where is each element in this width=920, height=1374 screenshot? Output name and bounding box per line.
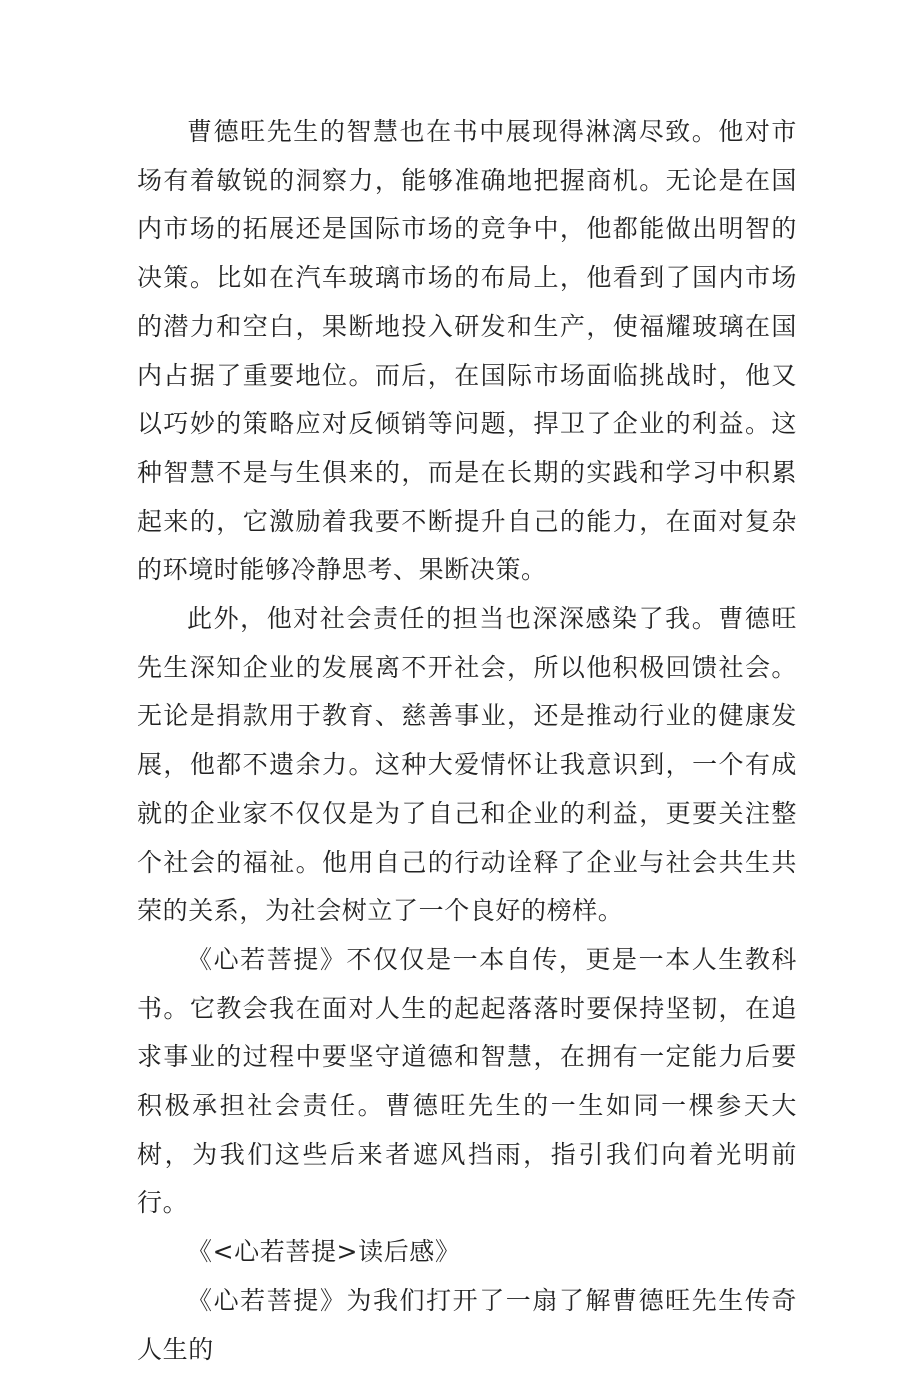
document-body — [137, 108, 797, 1374]
paragraph-new-essay-start: 《心若菩提》为我们打开了一扇了解曹德旺先生传奇人生的 — [137, 1285, 797, 1364]
section-heading: 《<心若菩提>读后感》 — [187, 1237, 461, 1267]
paragraph-conclusion: 《心若菩提》不仅仅是一本自传，更是一本人生教科书。它教会我在面对人生的起起落落时要保持坚韧，在追求事业的过程中要坚守道德和智慧，在拥有一定能力后要积极承担社会责任。曹德旺先生的一生如同一棵参天大树，为我们这些后来者遮风挡雨，指引我们向着光明前行。 — [137, 944, 797, 1218]
paragraph-wisdom: 曹德旺先生的智慧也在书中展现得淋漓尽致。他对市场有着敏锐的洞察力，能够准确地把握商机。无论是在国内市场的拓展还是国际市场的竞争中，他都能做出明智的决策。比如在汽车玻璃市场的布局上，他看到了国内市场的潜力和空白，果断地投入研发和生产，使福耀玻璃在国内占据了重要地位。而后，在国际市场面临挑战时，他又以巧妙的策略应对反倾销等问题，捍卫了企业的利益。这种智慧不是与生俱来的，而是在长期的实践和学习中积累起来的，它激励着我要不断提升自己的能力，在面对复杂的环境时能够冷静思考、果断决策。 — [137, 117, 797, 585]
paragraph-social-responsibility: 此外，他对社会责任的担当也深深感染了我。曹德旺先生深知企业的发展离不开社会，所以他积极回馈社会。无论是捐款用于教育、慈善事业，还是推动行业的健康发展，他都不遗余力。这种大爱情怀让我意识到，一个有成就的企业家不仅仅是为了自己和企业的利益，更要关注整个社会的福祉。他用自己的行动诠释了企业与社会共生共荣的关系，为社会树立了一个良好的榜样。 — [137, 604, 797, 926]
